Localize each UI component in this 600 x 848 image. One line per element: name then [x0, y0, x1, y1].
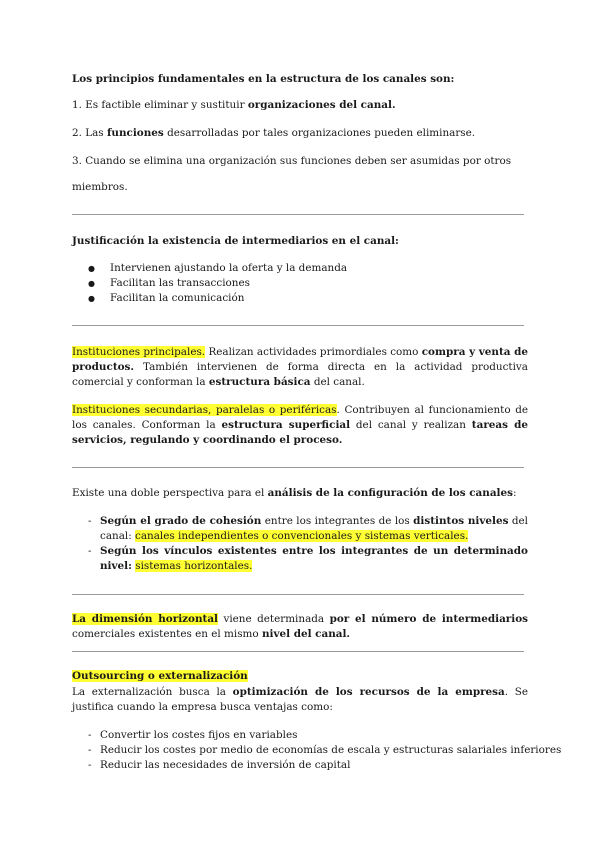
divider	[72, 467, 524, 468]
outsourcing-section	[72, 669, 562, 773]
principle-1: 1. Es factible eliminar y sustituir organizaciones del canal.	[72, 99, 396, 111]
list-item: ● Intervienen ajustando la oferta y la demanda	[72, 261, 528, 276]
intermediaries-list	[72, 261, 528, 306]
divider	[72, 325, 524, 326]
perspective-intro: Existe una doble perspectiva para el análisis de la configuración de los canales:	[72, 487, 517, 499]
outsourcing-list	[72, 728, 562, 773]
perspective-list	[72, 514, 528, 574]
intermediaries-section	[72, 234, 528, 306]
main-institutions-paragraph: Instituciones principales. Realizan actividades primordiales como compra y venta de productos. También intervienen de forma directa en la actividad productiva comercial y conforman la estructura básica del canal.	[72, 346, 528, 388]
list-item: - Reducir las necesidades de inversión de capital	[72, 758, 528, 773]
list-item: - Convertir los costes fijos en variables	[72, 728, 528, 743]
divider	[72, 651, 524, 652]
list-item: ● Facilitan las transacciones	[72, 276, 528, 291]
outsourcing-title: Outsourcing o externalización	[72, 670, 248, 682]
principle-2: 2. Las funciones desarrolladas por tales organizaciones pueden eliminarse.	[72, 127, 476, 139]
institutions-section	[72, 345, 528, 448]
list-item: - Según los vínculos existentes entre los integrantes de un determinado nivel: sistemas horizontales.	[72, 544, 528, 574]
principles-title: Los principios fundamentales en la estructura de los canales son:	[72, 73, 455, 85]
outsourcing-body: La externalización busca la optimización de los recursos de la empresa. Se justifica cuando la empresa busca ventajas como:	[72, 686, 529, 713]
horizontal-dimension-paragraph: La dimensión horizontal viene determinada por el número de intermediarios comerciales existentes en el mismo nivel del canal.	[72, 613, 528, 640]
perspective-section	[72, 486, 528, 574]
list-item: ● Facilitan la comunicación	[72, 291, 528, 306]
list-item: - Según el grado de cohesión entre los integrantes de los distintos niveles del canal: canales independientes o convencionales y sistemas verticales.	[72, 514, 528, 544]
principle-3-cont: miembros.	[72, 181, 128, 193]
divider	[72, 214, 524, 215]
intermediaries-title: Justificación la existencia de intermediarios en el canal:	[72, 235, 399, 247]
horizontal-dimension-section	[72, 612, 528, 642]
list-item: - Reducir los costes por medio de economías de escala y estructuras salariales inferiores	[72, 743, 528, 758]
principle-3: 3. Cuando se elimina una organización sus funciones deben ser asumidas por otros	[72, 155, 512, 167]
divider	[72, 594, 524, 595]
secondary-institutions-paragraph: Instituciones secundarias, paralelas o periféricas. Contribuyen al funcionamiento de los canales. Conforman la estructura superficial del canal y realizan tareas de servicios, regulando y coordinando el proceso.	[72, 404, 529, 446]
